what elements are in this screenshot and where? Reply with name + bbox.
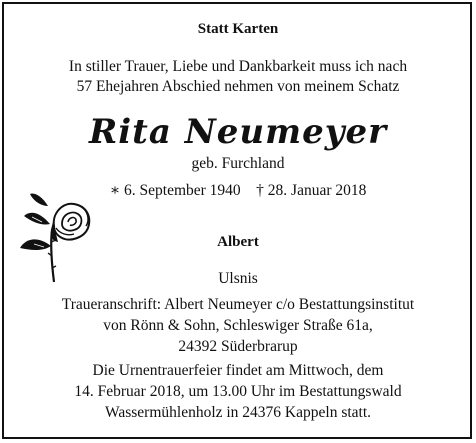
place: Ulsnis: [218, 270, 258, 287]
maiden-name: geb. Furchland: [191, 155, 285, 172]
heading: Statt Karten: [197, 21, 279, 37]
address-line-2: von Rönn & Sohn, Schleswiger Straße 61a,: [103, 317, 373, 334]
funeral-line-3: Wassermühlenholz in 24376 Kappeln statt.: [104, 404, 372, 421]
intro-line-2: 57 Ehejahren Abschied nehmen von meinem Schatz: [76, 78, 400, 95]
address-line-3: 24392 Süderbrarup: [178, 338, 298, 355]
deceased-name: Rita Neumeyer: [88, 112, 388, 152]
mourner-name: Albert: [217, 234, 259, 250]
address-line-1: Traueranschrift: Albert Neumeyer c/o Bestattungsinstitut: [61, 296, 415, 313]
life-dates: ∗ 6. September 1940 † 28. Januar 2018: [109, 182, 367, 199]
intro-line-1: In stiller Trauer, Liebe und Dankbarkeit muss ich nach: [68, 58, 408, 75]
funeral-line-1: Die Urnentrauerfeier findet am Mittwoch, dem: [92, 362, 384, 379]
funeral-line-2: 14. Februar 2018, um 13.00 Uhr im Bestattungswald: [74, 383, 402, 400]
